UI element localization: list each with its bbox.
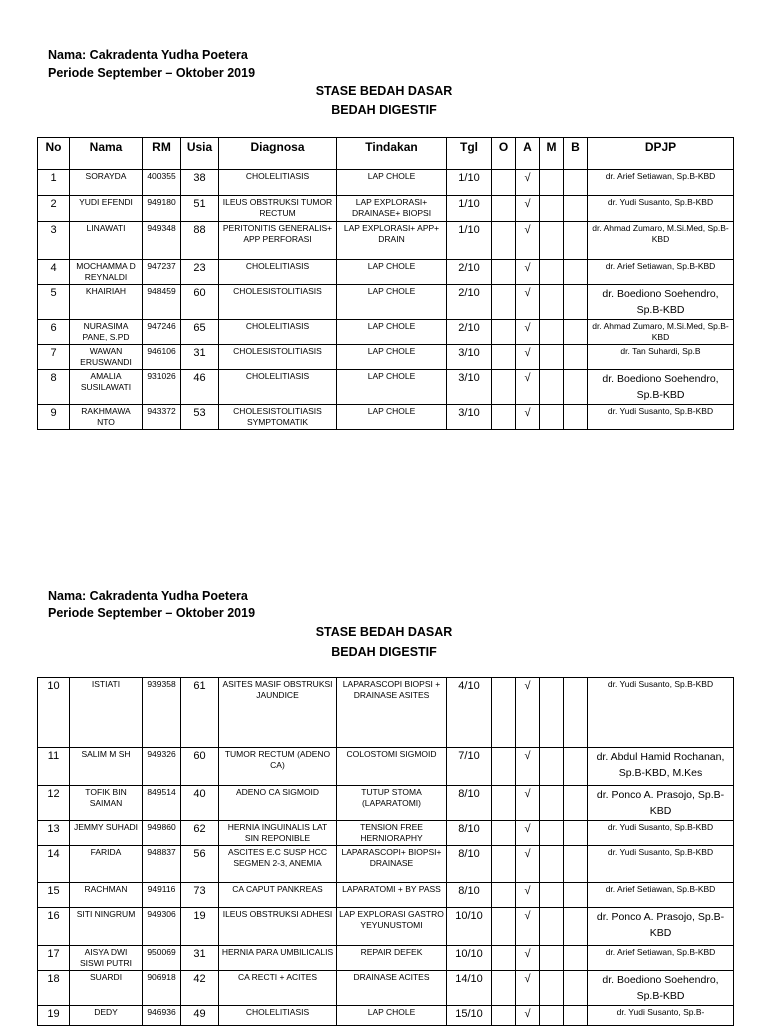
role-a-mark: √ xyxy=(516,908,540,946)
diagnosis: ADENO CA SIGMOID xyxy=(219,786,337,821)
medical-record-number: 400355 xyxy=(143,170,181,196)
procedure: LAP CHOLE xyxy=(337,320,447,345)
procedure-date: 8/10 xyxy=(447,821,492,846)
role-b-mark xyxy=(564,370,588,405)
role-o-mark xyxy=(492,821,516,846)
role-o-mark xyxy=(492,285,516,320)
medical-record-number: 950069 xyxy=(143,946,181,971)
period-line: Periode September – Oktober 2019 xyxy=(48,606,256,620)
patient-name: NURASIMA PANE, S.PD xyxy=(70,320,143,345)
role-m-mark xyxy=(540,285,564,320)
table-row xyxy=(38,370,734,405)
procedure: LAP CHOLE xyxy=(337,1006,447,1026)
role-o-mark xyxy=(492,748,516,786)
diagnosis: ILEUS OBSTRUKSI TUMOR RECTUM xyxy=(219,196,337,222)
attending-surgeon: dr. Boediono Soehendro, Sp.B-KBD xyxy=(588,285,734,320)
role-b-mark xyxy=(564,320,588,345)
medical-record-number: 947237 xyxy=(143,260,181,285)
col-header-o: O xyxy=(492,138,516,170)
col-header-nama: Nama xyxy=(70,138,143,170)
patient-age: 49 xyxy=(181,1006,219,1026)
role-m-mark xyxy=(540,260,564,285)
role-b-mark xyxy=(564,222,588,260)
col-header-tindakan: Tindakan xyxy=(337,138,447,170)
attending-surgeon: dr. Arief Setiawan, Sp.B-KBD xyxy=(588,946,734,971)
role-a-mark: √ xyxy=(516,821,540,846)
patient-name: LINAWATI xyxy=(70,222,143,260)
procedure: LAP EXPLORASI GASTRO YEYUNUSTOMI xyxy=(337,908,447,946)
procedure: LAP CHOLE xyxy=(337,345,447,370)
patient-age: 65 xyxy=(181,320,219,345)
attending-surgeon: dr. Boediono Soehendro, Sp.B-KBD xyxy=(588,370,734,405)
diagnosis: HERNIA PARA UMBILICALIS xyxy=(219,946,337,971)
col-header-m: M xyxy=(540,138,564,170)
role-b-mark xyxy=(564,971,588,1006)
patient-age: 40 xyxy=(181,786,219,821)
procedure-date: 7/10 xyxy=(447,748,492,786)
role-o-mark xyxy=(492,196,516,222)
table-header-row xyxy=(38,138,734,170)
role-m-mark xyxy=(540,846,564,883)
attending-surgeon: dr. Ponco A. Prasojo, Sp.B-KBD xyxy=(588,786,734,821)
role-b-mark xyxy=(564,678,588,748)
attending-surgeon: dr. Ponco A. Prasojo, Sp.B-KBD xyxy=(588,908,734,946)
table-row xyxy=(38,1006,734,1026)
patient-age: 60 xyxy=(181,748,219,786)
table-row xyxy=(38,405,734,430)
row-number: 7 xyxy=(38,345,70,370)
medical-record-number: 943372 xyxy=(143,405,181,430)
row-number: 2 xyxy=(38,196,70,222)
role-a-mark: √ xyxy=(516,786,540,821)
role-a-mark: √ xyxy=(516,971,540,1006)
role-o-mark xyxy=(492,320,516,345)
role-a-mark: √ xyxy=(516,320,540,345)
role-o-mark xyxy=(492,345,516,370)
role-a-mark: √ xyxy=(516,222,540,260)
role-o-mark xyxy=(492,971,516,1006)
table-row xyxy=(38,170,734,196)
patient-name: AISYA DWI SISWI PUTRI xyxy=(70,946,143,971)
patient-age: 38 xyxy=(181,170,219,196)
role-a-mark: √ xyxy=(516,345,540,370)
procedure: REPAIR DEFEK xyxy=(337,946,447,971)
patient-name: SALIM M SH xyxy=(70,748,143,786)
diagnosis: CHOLELITIASIS xyxy=(219,170,337,196)
patient-age: 56 xyxy=(181,846,219,883)
row-number: 11 xyxy=(38,748,70,786)
patient-age: 60 xyxy=(181,285,219,320)
patient-name: KHAIRIAH xyxy=(70,285,143,320)
medical-record-number: 948459 xyxy=(143,285,181,320)
patient-name: MOCHAMMA D REYNALDI xyxy=(70,260,143,285)
role-m-mark xyxy=(540,170,564,196)
role-b-mark xyxy=(564,345,588,370)
table-row xyxy=(38,678,734,748)
patient-age: 73 xyxy=(181,883,219,908)
role-o-mark xyxy=(492,678,516,748)
row-number: 13 xyxy=(38,821,70,846)
table-row xyxy=(38,320,734,345)
table-row xyxy=(38,196,734,222)
row-number: 14 xyxy=(38,846,70,883)
period-line: Periode September – Oktober 2019 xyxy=(48,66,256,80)
row-number: 3 xyxy=(38,222,70,260)
procedure-date: 3/10 xyxy=(447,405,492,430)
role-m-mark xyxy=(540,222,564,260)
procedure: LAP EXPLORASI+ APP+ DRAIN xyxy=(337,222,447,260)
table-row xyxy=(38,821,734,846)
attending-surgeon: dr. Yudi Susanto, Sp.B-KBD xyxy=(588,821,734,846)
procedure: TUTUP STOMA (LAPARATOMI) xyxy=(337,786,447,821)
patient-name: TOFIK BIN SAIMAN xyxy=(70,786,143,821)
medical-record-number: 949116 xyxy=(143,883,181,908)
diagnosis: CA CAPUT PANKREAS xyxy=(219,883,337,908)
procedure: TENSION FREE HERNIORAPHY xyxy=(337,821,447,846)
diagnosis: CHOLELITIASIS xyxy=(219,1006,337,1026)
role-o-mark xyxy=(492,786,516,821)
patient-age: 61 xyxy=(181,678,219,748)
attending-surgeon: dr. Yudi Susanto, Sp.B- xyxy=(588,1006,734,1026)
col-header-diagnosa: Diagnosa xyxy=(219,138,337,170)
patient-name: SORAYDA xyxy=(70,170,143,196)
row-number: 9 xyxy=(38,405,70,430)
col-header-tgl: Tgl xyxy=(447,138,492,170)
patient-name: SUARDI xyxy=(70,971,143,1006)
role-m-mark xyxy=(540,971,564,1006)
role-o-mark xyxy=(492,908,516,946)
col-header-a: A xyxy=(516,138,540,170)
role-a-mark: √ xyxy=(516,170,540,196)
role-o-mark xyxy=(492,260,516,285)
role-m-mark xyxy=(540,405,564,430)
diagnosis: CHOLELITIASIS xyxy=(219,260,337,285)
procedure: LAP CHOLE xyxy=(337,405,447,430)
medical-record-number: 949326 xyxy=(143,748,181,786)
procedure-date: 2/10 xyxy=(447,320,492,345)
procedure: LAP CHOLE xyxy=(337,285,447,320)
row-number: 12 xyxy=(38,786,70,821)
diagnosis: CHOLESISTOLITIASIS SYMPTOMATIK xyxy=(219,405,337,430)
table-row xyxy=(38,946,734,971)
row-number: 6 xyxy=(38,320,70,345)
role-b-mark xyxy=(564,196,588,222)
role-b-mark xyxy=(564,1006,588,1026)
attending-surgeon: dr. Yudi Susanto, Sp.B-KBD xyxy=(588,196,734,222)
role-a-mark: √ xyxy=(516,370,540,405)
role-b-mark xyxy=(564,946,588,971)
medical-record-number: 949180 xyxy=(143,196,181,222)
role-m-mark xyxy=(540,821,564,846)
procedure: LAP CHOLE xyxy=(337,260,447,285)
procedure: COLOSTOMI SIGMOID xyxy=(337,748,447,786)
patient-age: 53 xyxy=(181,405,219,430)
role-a-mark: √ xyxy=(516,196,540,222)
col-header-dpjp: DPJP xyxy=(588,138,734,170)
role-m-mark xyxy=(540,678,564,748)
role-m-mark xyxy=(540,320,564,345)
role-b-mark xyxy=(564,170,588,196)
procedure-date: 3/10 xyxy=(447,345,492,370)
table-row xyxy=(38,908,734,946)
attending-surgeon: dr. Arief Setiawan, Sp.B-KBD xyxy=(588,170,734,196)
patient-name: JEMMY SUHADI xyxy=(70,821,143,846)
table-row xyxy=(38,222,734,260)
role-m-mark xyxy=(540,196,564,222)
patient-age: 51 xyxy=(181,196,219,222)
attending-surgeon: dr. Ahmad Zumaro, M.Si.Med, Sp.B-KBD xyxy=(588,222,734,260)
patient-age: 88 xyxy=(181,222,219,260)
role-o-mark xyxy=(492,405,516,430)
patient-age: 31 xyxy=(181,946,219,971)
col-header-no: No xyxy=(38,138,70,170)
diagnosis: HERNIA INGUINALIS LAT SIN REPONIBLE xyxy=(219,821,337,846)
name-line: Nama: Cakradenta Yudha Poetera xyxy=(48,589,248,603)
table-row xyxy=(38,846,734,883)
role-b-mark xyxy=(564,285,588,320)
medical-record-number: 948837 xyxy=(143,846,181,883)
role-o-mark xyxy=(492,883,516,908)
patient-age: 62 xyxy=(181,821,219,846)
attending-surgeon: dr. Yudi Susanto, Sp.B-KBD xyxy=(588,405,734,430)
role-m-mark xyxy=(540,786,564,821)
row-number: 15 xyxy=(38,883,70,908)
procedure-date: 3/10 xyxy=(447,370,492,405)
attending-surgeon: dr. Boediono Soehendro, Sp.B-KBD xyxy=(588,971,734,1006)
row-number: 18 xyxy=(38,971,70,1006)
attending-surgeon: dr. Arief Setiawan, Sp.B-KBD xyxy=(588,260,734,285)
role-o-mark xyxy=(492,370,516,405)
surgery-log-table-2 xyxy=(37,677,734,1026)
patient-age: 23 xyxy=(181,260,219,285)
role-a-mark: √ xyxy=(516,678,540,748)
role-a-mark: √ xyxy=(516,946,540,971)
row-number: 5 xyxy=(38,285,70,320)
patient-name: RAKHMAWA NTO xyxy=(70,405,143,430)
patient-name: ISTIATI xyxy=(70,678,143,748)
procedure: LAP CHOLE xyxy=(337,170,447,196)
patient-name: AMALIA SUSILAWATI xyxy=(70,370,143,405)
role-o-mark xyxy=(492,846,516,883)
procedure-date: 8/10 xyxy=(447,883,492,908)
procedure-date: 10/10 xyxy=(447,908,492,946)
row-number: 1 xyxy=(38,170,70,196)
table-row xyxy=(38,971,734,1006)
role-a-mark: √ xyxy=(516,260,540,285)
role-m-mark xyxy=(540,908,564,946)
stase-title: STASE BEDAH DASAR xyxy=(315,84,453,98)
diagnosis: CA RECTI + ACITES xyxy=(219,971,337,1006)
diagnosis: TUMOR RECTUM (ADENO CA) xyxy=(219,748,337,786)
patient-name: RACHMAN xyxy=(70,883,143,908)
table-row xyxy=(38,883,734,908)
procedure-date: 14/10 xyxy=(447,971,492,1006)
diagnosis: CHOLESISTOLITIASIS xyxy=(219,285,337,320)
row-number: 8 xyxy=(38,370,70,405)
procedure: LAP EXPLORASI+ DRAINASE+ BIOPSI xyxy=(337,196,447,222)
role-b-mark xyxy=(564,405,588,430)
procedure: DRAINASE ACITES xyxy=(337,971,447,1006)
role-o-mark xyxy=(492,946,516,971)
department-title: BEDAH DIGESTIF xyxy=(331,103,437,117)
table-row xyxy=(38,260,734,285)
diagnosis: CHOLELITIASIS xyxy=(219,320,337,345)
role-b-mark xyxy=(564,260,588,285)
medical-record-number: 939358 xyxy=(143,678,181,748)
role-m-mark xyxy=(540,883,564,908)
procedure-date: 10/10 xyxy=(447,946,492,971)
patient-age: 19 xyxy=(181,908,219,946)
attending-surgeon: dr. Abdul Hamid Rochanan, Sp.B-KBD, M.Kes xyxy=(588,748,734,786)
role-b-mark xyxy=(564,786,588,821)
table-row xyxy=(38,748,734,786)
procedure: LAPARASCOPI+ BIOPSI+ DRAINASE xyxy=(337,846,447,883)
medical-record-number: 906918 xyxy=(143,971,181,1006)
role-a-mark: √ xyxy=(516,285,540,320)
row-number: 17 xyxy=(38,946,70,971)
row-number: 4 xyxy=(38,260,70,285)
role-b-mark xyxy=(564,846,588,883)
diagnosis: CHOLELITIASIS xyxy=(219,370,337,405)
procedure-date: 4/10 xyxy=(447,678,492,748)
patient-name: DEDY xyxy=(70,1006,143,1026)
patient-name: WAWAN ERUSWANDI xyxy=(70,345,143,370)
patient-name: YUDI EFENDI xyxy=(70,196,143,222)
role-a-mark: √ xyxy=(516,1006,540,1026)
col-header-b: B xyxy=(564,138,588,170)
role-b-mark xyxy=(564,748,588,786)
procedure: LAPARASCOPI BIOPSI + DRAINASE ASITES xyxy=(337,678,447,748)
medical-record-number: 946936 xyxy=(143,1006,181,1026)
department-title: BEDAH DIGESTIF xyxy=(331,645,437,659)
name-line: Nama: Cakradenta Yudha Poetera xyxy=(48,48,248,62)
role-b-mark xyxy=(564,883,588,908)
diagnosis: ILEUS OBSTRUKSI ADHESI xyxy=(219,908,337,946)
role-a-mark: √ xyxy=(516,748,540,786)
medical-record-number: 931026 xyxy=(143,370,181,405)
role-a-mark: √ xyxy=(516,883,540,908)
procedure: LAP CHOLE xyxy=(337,370,447,405)
procedure-date: 2/10 xyxy=(447,260,492,285)
role-o-mark xyxy=(492,222,516,260)
procedure-date: 8/10 xyxy=(447,786,492,821)
role-o-mark xyxy=(492,1006,516,1026)
role-m-mark xyxy=(540,370,564,405)
role-o-mark xyxy=(492,170,516,196)
procedure-date: 15/10 xyxy=(447,1006,492,1026)
table-row xyxy=(38,786,734,821)
procedure-date: 1/10 xyxy=(447,222,492,260)
medical-record-number: 947246 xyxy=(143,320,181,345)
surgery-log-table-1 xyxy=(37,137,734,430)
diagnosis: CHOLESISTOLITIASIS xyxy=(219,345,337,370)
col-header-rm: RM xyxy=(143,138,181,170)
medical-record-number: 849514 xyxy=(143,786,181,821)
medical-record-number: 949306 xyxy=(143,908,181,946)
role-m-mark xyxy=(540,1006,564,1026)
stase-title: STASE BEDAH DASAR xyxy=(315,625,453,639)
diagnosis: ASCITES E.C SUSP HCC SEGMEN 2-3, ANEMIA xyxy=(219,846,337,883)
patient-age: 46 xyxy=(181,370,219,405)
procedure: LAPARATOMI + BY PASS xyxy=(337,883,447,908)
patient-name: FARIDA xyxy=(70,846,143,883)
diagnosis: ASITES MASIF OBSTRUKSI JAUNDICE xyxy=(219,678,337,748)
procedure-date: 8/10 xyxy=(447,846,492,883)
patient-name: SITI NINGRUM xyxy=(70,908,143,946)
role-b-mark xyxy=(564,908,588,946)
procedure-date: 2/10 xyxy=(447,285,492,320)
patient-age: 31 xyxy=(181,345,219,370)
medical-record-number: 949860 xyxy=(143,821,181,846)
procedure-date: 1/10 xyxy=(447,170,492,196)
patient-age: 42 xyxy=(181,971,219,1006)
attending-surgeon: dr. Arief Setiawan, Sp.B-KBD xyxy=(588,883,734,908)
role-m-mark xyxy=(540,946,564,971)
medical-record-number: 946106 xyxy=(143,345,181,370)
attending-surgeon: dr. Yudi Susanto, Sp.B-KBD xyxy=(588,846,734,883)
role-m-mark xyxy=(540,345,564,370)
attending-surgeon: dr. Yudi Susanto, Sp.B-KBD xyxy=(588,678,734,748)
role-a-mark: √ xyxy=(516,846,540,883)
role-b-mark xyxy=(564,821,588,846)
diagnosis: PERITONITIS GENERALIS+ APP PERFORASI xyxy=(219,222,337,260)
role-m-mark xyxy=(540,748,564,786)
attending-surgeon: dr. Ahmad Zumaro, M.Si.Med, Sp.B-KBD xyxy=(588,320,734,345)
procedure-date: 1/10 xyxy=(447,196,492,222)
col-header-usia: Usia xyxy=(181,138,219,170)
medical-record-number: 949348 xyxy=(143,222,181,260)
attending-surgeon: dr. Tan Suhardi, Sp.B xyxy=(588,345,734,370)
table-row xyxy=(38,345,734,370)
row-number: 19 xyxy=(38,1006,70,1026)
role-a-mark: √ xyxy=(516,405,540,430)
row-number: 16 xyxy=(38,908,70,946)
table-row xyxy=(38,285,734,320)
row-number: 10 xyxy=(38,678,70,748)
